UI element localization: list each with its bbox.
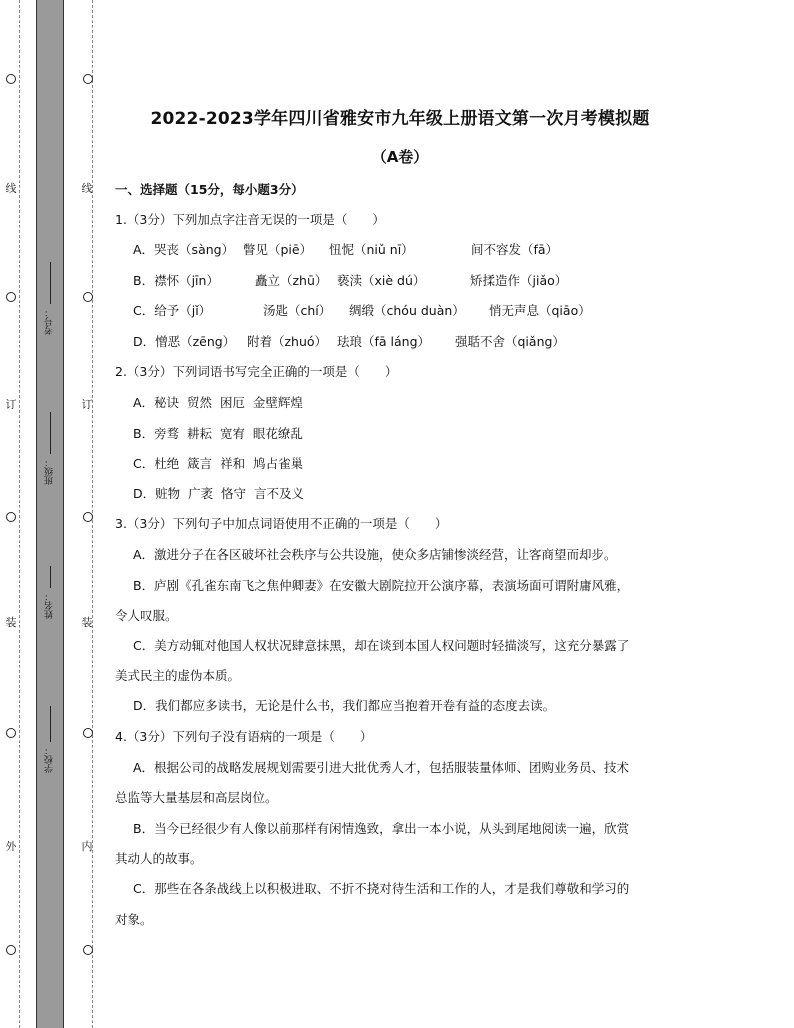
binding-hole-circle — [6, 74, 16, 84]
binding-hole-circle — [83, 512, 93, 522]
page-subtitle: （A卷） — [371, 148, 429, 166]
q1-a-item-2: 瞥见（piē） — [243, 242, 313, 257]
page-title: 2022-2023学年四川省雅安市九年级上册语文第一次月考模拟题 — [150, 109, 650, 129]
q1-b-item-4: 矫揉造作（jiǎo） — [470, 273, 568, 288]
name-line[interactable] — [50, 566, 51, 588]
exam-number-label: 考号： — [45, 308, 55, 335]
question-2-option-b[interactable]: B．旁骛 耕耘 宽宥 眼花缭乱 — [133, 426, 303, 441]
exam-number-line[interactable] — [50, 262, 51, 304]
question-2-option-c[interactable]: C．杜绝 箴言 祥和 鸠占雀巢 — [133, 456, 304, 471]
q4-c-line-2: 对象。 — [115, 912, 153, 927]
question-3-stem: 3.（3分）下列句子中加点词语使用不正确的一项是（ ） — [115, 516, 448, 531]
binding-hole-circle — [6, 292, 16, 302]
binding-hole-circle — [6, 728, 16, 738]
question-2-option-d[interactable]: D．赃物 广袤 恪守 言不及义 — [133, 486, 304, 501]
q1-c-item-3: 绸缎（chóu duàn） — [349, 303, 465, 318]
inner-mark-zhuang: 装 — [81, 616, 93, 629]
q1-d-item-2: 附着（zhuó） — [247, 334, 328, 349]
q1-d-item-1: D．憎恶（zēng） — [133, 334, 236, 349]
binding-hole-circle — [83, 74, 93, 84]
question-3-option-d[interactable]: D．我们都应多读书，无论是什么书，我们都应当抱着开卷有益的态度去读。 — [133, 698, 556, 713]
q3-b-line-2: 令人叹服。 — [115, 608, 178, 623]
inner-mark-nei: 内 — [81, 840, 93, 853]
binding-hole-circle — [83, 728, 93, 738]
q1-c-item-2: 汤匙（chí） — [263, 303, 332, 318]
binding-hole-circle — [6, 512, 16, 522]
q1-d-item-3: 珐琅（fā láng） — [337, 334, 431, 349]
binding-strip — [36, 0, 64, 1028]
q1-b-item-2: 矗立（zhū） — [255, 273, 328, 288]
class-line[interactable] — [50, 412, 51, 454]
field-name[interactable] — [40, 566, 60, 619]
binding-hole-circle — [83, 945, 93, 955]
inner-mark-xian: 线 — [81, 182, 93, 195]
question-4-stem: 4.（3分）下列句子没有语病的一项是（ ） — [115, 729, 373, 744]
q1-a-item-3: 忸怩（niǔ nī） — [329, 242, 414, 257]
question-2-stem: 2.（3分）下列词语书写完全正确的一项是（ ） — [115, 364, 398, 379]
binding-hole-circle — [6, 945, 16, 955]
q1-a-item-1: A．哭丧（sàng） — [133, 242, 235, 257]
binding-hole-circle — [83, 292, 93, 302]
q4-c-line-1: C．那些在各条战线上以积极进取、不折不挠对待生活和工作的人，才是我们尊敬和学习的 — [133, 881, 630, 896]
outer-dashed-line — [19, 0, 21, 1028]
q1-c-item-4: 悄无声息（qiāo） — [489, 303, 591, 318]
q1-b-item-1: B．襟怀（jīn） — [133, 273, 219, 288]
inner-mark-ding: 订 — [81, 398, 93, 411]
name-label: 姓名： — [45, 592, 55, 619]
outer-mark-wai: 外 — [5, 840, 17, 853]
q3-c-line-1: C．美方动辄对他国人权状况肆意抹黑，却在谈到本国人权问题时轻描淡写，这充分暴露了 — [133, 638, 630, 653]
question-2-option-a[interactable]: A．秘诀 贸然 困厄 金壁辉煌 — [133, 395, 303, 410]
outer-mark-zhuang: 装 — [5, 616, 17, 629]
q4-a-line-1: A．根据公司的战略发展规划需要引进大批优秀人才，包括服装量体师、团购业务员、技术 — [133, 760, 630, 775]
q1-c-item-1: C．给予（jǐ） — [133, 303, 212, 318]
outer-mark-ding: 订 — [5, 398, 17, 411]
q3-c-line-2: 美式民主的虚伪本质。 — [115, 668, 241, 683]
q3-b-line-1: B．庐剧《孔雀东南飞之焦仲卿妻》在安徽大剧院拉开公演序幕，表演场面可谓附庸风雅， — [133, 578, 630, 593]
field-exam-number[interactable] — [40, 262, 60, 335]
outer-mark-xian: 线 — [5, 182, 17, 195]
field-school[interactable] — [40, 706, 60, 773]
field-class[interactable] — [40, 412, 60, 485]
q4-b-line-2: 其动人的故事。 — [115, 851, 203, 866]
q1-a-item-4: 间不容发（fā） — [471, 242, 559, 257]
section-heading: 一、选择题（15分，每小题3分） — [115, 182, 304, 197]
q4-b-line-1: B．当今已经很少有人像以前那样有闲情逸致，拿出一本小说，从头到尾地阅读一遍，欣赏 — [133, 821, 630, 836]
question-1-stem: 1.（3分）下列加点字注音无误的一项是（ ） — [115, 212, 385, 227]
q1-d-item-4: 强聒不舍（qiǎng） — [455, 334, 565, 349]
class-label: 班级： — [45, 458, 55, 485]
school-label: 学校： — [45, 746, 55, 773]
q1-b-item-3: 亵渎（xiè dú） — [337, 273, 426, 288]
q4-a-line-2: 总监等大量基层和高层岗位。 — [115, 790, 278, 805]
school-line[interactable] — [50, 706, 51, 742]
question-3-option-a[interactable]: A．激进分子在各区破坏社会秩序与公共设施，使众多店铺惨淡经营，让客商望而却步。 — [133, 547, 617, 562]
